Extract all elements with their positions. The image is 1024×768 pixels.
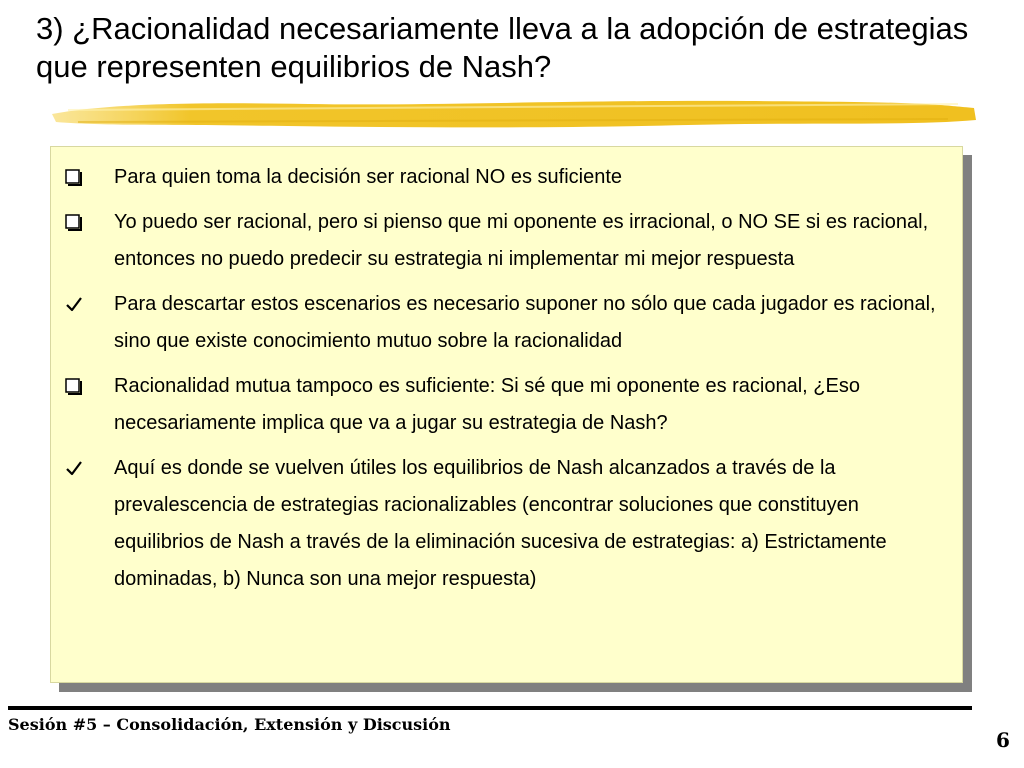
slide-title: 3) ¿Racionalidad necesariamente lleva a la adopción de estrategias que representen equilibrios de Nash? xyxy=(36,11,969,84)
checkmark-icon xyxy=(64,286,84,323)
square-bullet-icon xyxy=(64,368,84,405)
bullet-item xyxy=(51,286,938,360)
square-bullet-icon xyxy=(64,204,84,241)
content-panel xyxy=(50,146,963,683)
footer-session-label: Sesión #5 – Consolidación, Extensión y Discusión xyxy=(8,715,451,734)
page-number: 6 xyxy=(996,728,1010,752)
checkmark-icon xyxy=(64,450,84,487)
bullet-text: Para quien toma la decisión ser racional NO es suficiente xyxy=(114,166,623,188)
bullet-list xyxy=(51,147,962,598)
bullet-item xyxy=(51,450,938,598)
footer-rule xyxy=(8,706,972,710)
square-bullet-icon xyxy=(64,159,84,196)
bullet-text: Aquí es donde se vuelven útiles los equilibrios de Nash alcanzados a través de la prevalescencia de estrategias racionalizables (encontrar soluciones que constituyen equilibrios de Nash a través de la eliminación sucesiva de estrategias: a) Estrictamente dominadas, b) Nunca son una mejor respuesta) xyxy=(114,457,887,590)
bullet-item xyxy=(51,159,938,196)
bullet-text: Yo puedo ser racional, pero si pienso que mi oponente es irracional, o NO SE si es racional, entonces no puedo predecir su estrategia ni implementar mi mejor respuesta xyxy=(114,211,929,270)
bullet-text: Para descartar estos escenarios es necesario suponer no sólo que cada jugador es racional, sino que existe conocimiento mutuo sobre la racionalidad xyxy=(114,293,936,352)
bullet-item xyxy=(51,204,938,278)
bullet-text: Racionalidad mutua tampoco es suficiente: Si sé que mi oponente es racional, ¿Eso necesariamente implica que va a jugar su estrategia de Nash? xyxy=(114,375,860,434)
title-highlight-stroke xyxy=(48,92,978,138)
bullet-item xyxy=(51,368,938,442)
